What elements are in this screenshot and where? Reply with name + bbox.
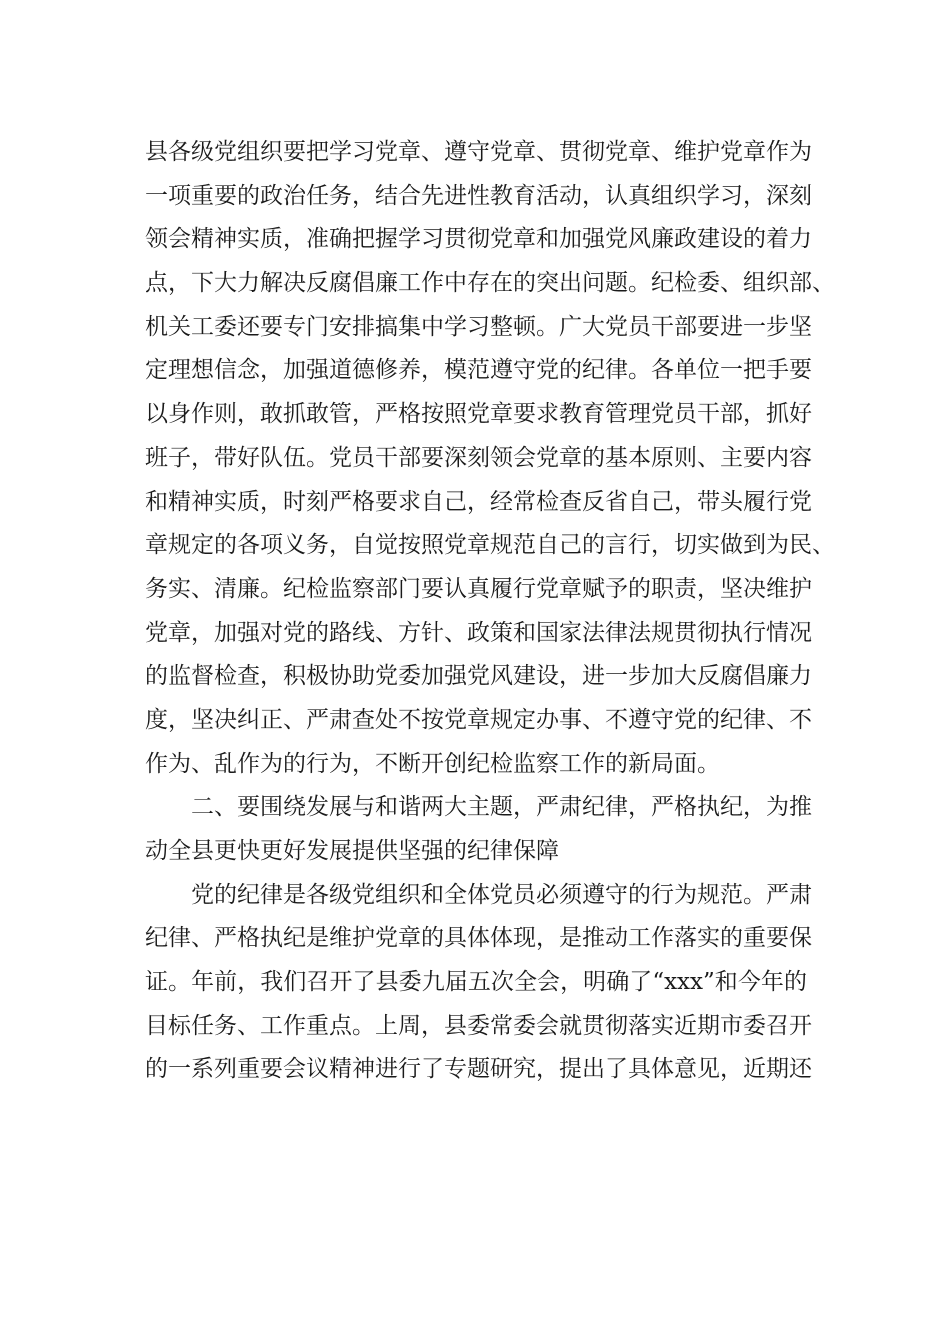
text-line: 和精神实质，时刻严格要求自己，经常检查反省自己，带头履行党 bbox=[145, 488, 812, 515]
paragraph bbox=[145, 874, 812, 1092]
text-line: 章规定的各项义务，自觉按照党章规范自己的言行，切实做到为民、 bbox=[145, 532, 835, 559]
heading-line: 动全县更快更好发展提供坚强的纪律保障 bbox=[145, 838, 559, 864]
text-line: 党的纪律是各级党组织和全体党员必须遵守的行为规范。严肃 bbox=[191, 881, 812, 908]
text-line: 作为、乱作为的行为，不断开创纪检监察工作的新局面。 bbox=[145, 750, 720, 777]
text-line: 纪律、严格执纪是维护党章的具体体现，是推动工作落实的重要保 bbox=[145, 925, 812, 952]
section-heading bbox=[145, 786, 812, 873]
text-line: 班子，带好队伍。党员干部要深刻领会党章的基本原则、主要内容 bbox=[145, 444, 812, 471]
text-line: 县各级党组织要把学习党章、遵守党章、贯彻党章、维护党章作为 bbox=[145, 139, 812, 165]
text-line: 定理想信念，加强道德修养，模范遵守党的纪律。各单位一把手要 bbox=[145, 357, 812, 384]
document-body bbox=[145, 131, 835, 1092]
text-line: 点，下大力解决反腐倡廉工作中存在的突出问题。纪检委、组织部、 bbox=[145, 270, 835, 297]
text-line: 一项重要的政治任务，结合先进性教育活动，认真组织学习，深刻 bbox=[145, 182, 812, 209]
paragraph bbox=[145, 131, 835, 786]
text-line: 的一系列重要会议精神进行了专题研究，提出了具体意见，近期还 bbox=[145, 1056, 812, 1083]
text-line: 的监督检查，积极协助党委加强党风建设，进一步加大反腐倡廉力 bbox=[145, 663, 812, 690]
text-line: 以身作则，敢抓敢管，严格按照党章要求教育管理党员干部，抓好 bbox=[145, 401, 812, 428]
text-line: 务实、清廉。纪检监察部门要认真履行党章赋予的职责，坚决维护 bbox=[145, 575, 812, 602]
text-line: 党章，加强对党的路线、方针、政策和国家法律法规贯彻执行情况 bbox=[145, 619, 812, 646]
text-line: 目标任务、工作重点。上周，县委常委会就贯彻落实近期市委召开 bbox=[145, 1012, 812, 1039]
text-line: 证。年前，我们召开了县委九届五次全会，明确了“xxx”和今年的 bbox=[145, 969, 807, 996]
text-line: 领会精神实质，准确把握学习贯彻党章和加强党风廉政建设的着力 bbox=[145, 226, 812, 253]
text-line: 机关工委还要专门安排搞集中学习整顿。广大党员干部要进一步坚 bbox=[145, 313, 812, 340]
heading-line: 二、要围绕发展与和谐两大主题，严肃纪律，严格执纪，为推 bbox=[191, 794, 812, 821]
text-line: 度，坚决纠正、严肃查处不按党章规定办事、不遵守党的纪律、不 bbox=[145, 706, 812, 733]
